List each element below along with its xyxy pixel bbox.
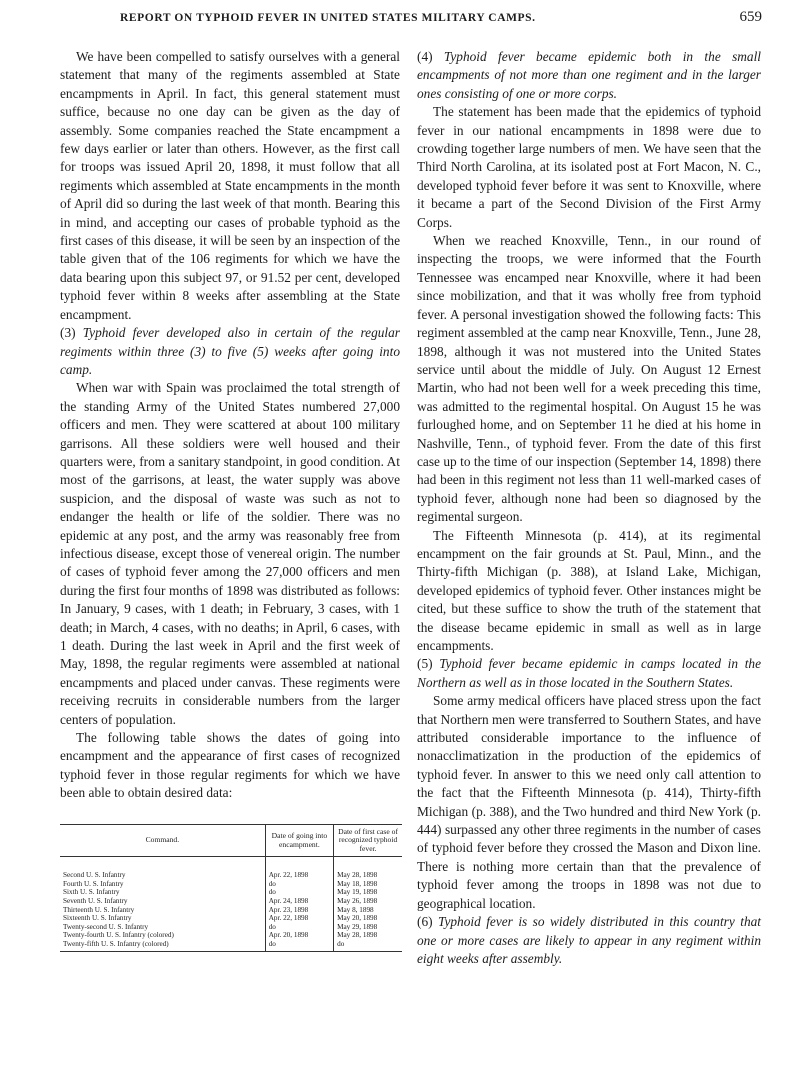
cell-first-case: May 20, 1898 [334,914,402,923]
heading-text: Typhoid fever is so widely distributed in this country that one or more cases are likely to appear in any regiment within eight weeks after assembly. [417,914,761,966]
cell-encampment: do [265,880,333,889]
heading-number: (4) [417,49,433,64]
right-column [417,48,761,968]
paragraph: When war with Spain was proclaimed the total strength of the standing Army of the United States numbered 27,000 officers and men. They were scattered at about 100 military garrisons. All these soldiers were well housed and their quarters were, from a sanitary standpoint, in good condition. At most of the garrisons, at least, the water supply was above suspicion, and the disposal of waste was such as not to endanger the health or life of the soldier. There was no epidemic at any post, and the army was reasonably free from infectious disease, except those of venereal origin. The number of cases of typhoid fever among the 27,000 officers and men during the first four months of 1898 was distributed as follows: In January, 9 cases, with 1 death; in February, 3 cases, with 1 death; in March, 4 cases, with no deaths; in April, 6 cases, with 1 death. During the last week in April and the first week of May, 1898, the regular regiments were assembled at national encampments and placed under canvas. These regiments were receiving recruits in considerable numbers from the larger centers of population. [60,380,400,727]
section-heading-4 [417,48,761,103]
cell-command: Twenty-fourth U. S. Infantry (colored) [63,931,174,940]
cell-encampment: do [265,888,333,897]
heading-text: Typhoid fever developed also in certain of the regular regiments within three (3) to five (5) weeks after going into camp. [60,325,401,377]
heading-number: (6) [417,914,433,930]
header-encampment-date: Date of going into encampment. [265,825,333,857]
cell-command: Twenty-fifth U. S. Infantry (colored) [60,940,265,951]
cell-encampment: Apr. 20, 1898 [265,931,333,940]
table-row [60,940,402,951]
cell-command: Sixteenth U. S. Infantry [63,914,132,923]
table-row [60,888,402,897]
cell-first-case: May 18, 1898 [334,880,402,889]
table-row [60,914,402,923]
cell-first-case: May 8, 1898 [334,906,402,915]
cell-command: Sixth U. S. Infantry [63,888,120,897]
cell-command: Fourth U. S. Infantry [63,879,124,888]
paragraph: We have been compelled to satisfy ourselves with a general statement that many of the regiments assembled at State encampments in April. In fact, this general statement must suffice, because no one day can be given as the day of assembly. Some companies reached the State encampment a few days earlier or later than others. However, as the first call for troops was issued April 20, 1898, it must follow that all regiments which assembled at State encampments in the month of April did so during the last week of that month. Bearing this in mind, and accepting our cases of probable typhoid as the first cases of this disease, it will be seen by an inspection of the table given that of the 106 regiments for which we have the data bearing upon this subject 97, or 91.52 per cent, developed typhoid fever within 8 weeks after assembling at the State encampment. [60,49,400,322]
heading-text: Typhoid fever became epidemic both in the small encampments of not more than one regiment and in the larger ones consisting of one or more corps. [417,49,762,101]
cell-first-case: May 28, 1898 [334,871,402,880]
left-column [60,48,400,803]
header-first-case-date: Date of first case of recognized typhoid fever. [334,825,402,857]
running-title: REPORT ON TYPHOID FEVER IN UNITED STATES MILITARY CAMPS. [120,12,536,24]
cell-command: Thirteenth U. S. Infantry [63,905,135,914]
cell-first-case: May 26, 1898 [334,897,402,906]
table-row [60,880,402,889]
heading-text: Typhoid fever became epidemic in camps located in the Northern as well as in those located in the Southern States. [417,656,761,690]
section-heading-3 [60,324,400,379]
cell-first-case: May 19, 1898 [334,888,402,897]
paragraph: The statement has been made that the epidemics of typhoid fever in our national encampments in 1898 were due to crowding together large numbers of men. We have seen that the Third North Carolina, at its isolated post at Fort Macon, N. C., developed typhoid fever before it was sent to Knoxville, where it became a part of the Second Division of the First Army Corps. [417,104,761,230]
cell-command: Twenty-second U. S. Infantry [63,922,149,931]
paragraph: The Fifteenth Minnesota (p. 414), at its regimental encampment on the fair grounds at St. Paul, Minn., and the Thirty-fifth Michigan (p. 388), at Island Lake, Michigan, developed epidemics of typhoid fever. Other instances might be cited, but these suffice to show the truth of the statement that the disease became epidemic in small as well as in large encampments. [417,527,761,653]
cell-command: Seventh U. S. Infantry [63,897,128,905]
page-number: 659 [739,9,762,25]
table-row [60,897,402,906]
cell-encampment: Apr. 23, 1898 [265,906,333,915]
paragraph: When we reached Knoxville, Tenn., in our round of inspecting the troops, we were informed that the Fourth Tennessee was encamped near Knoxville, where it had been since mobilization, and that it was wholly free from typhoid fever. A personal investigation showed the following facts: This regiment assembled at the camp near Knoxville, Tenn., June 28, 1898, although it was not mustered into the United States service until about the middle of July. On August 12 Ernest Martin, who had not been well for a week preceding this time, was admitted to the regimental hospital. On August 15 he was furloughed home, and on September 11 he died at his home in Nashville, Tenn., of typhoid fever. From the date of this first case up to the time of our inspection (September 14, 1898) there had been in this regiment not less than 11 well-marked cases of typhoid fever, although none had been so diagnosed by the regimental surgeon. [417,233,761,525]
header-command: Command. [60,825,265,857]
cell-encampment: do [265,923,333,932]
cell-encampment: Apr. 22, 1898 [265,871,333,880]
cell-first-case: May 28, 1898 [334,931,402,940]
table-row [60,931,402,940]
paragraph: The following table shows the dates of going into encampment and the appearance of first cases of recognized typhoid fever in those regular regiments for which we have been able to obtain desired data: [60,730,400,801]
regiments-table [60,824,402,952]
cell-first-case: May 29, 1898 [334,923,402,932]
cell-command: Second U. S. Infantry [63,871,126,880]
heading-number: (3) [60,325,76,341]
section-heading-5 [417,655,761,692]
running-header [72,9,762,30]
table-row [60,923,402,932]
table-row [60,906,402,915]
heading-number: (5) [417,656,433,672]
cell-first-case: do [334,940,402,951]
cell-encampment: Apr. 22, 1898 [265,914,333,923]
section-heading-6 [417,913,761,968]
table-row [60,871,402,880]
cell-encampment: do [265,940,333,951]
paragraph: Some army medical officers have placed stress upon the fact that Northern men were transferred to Southern States, and have attributed considerable importance to the influence of nonacclimatization in the production of the epidemics of typhoid fever. In answer to this we need only call attention to the fact that the Fifteenth Minnesota (p. 414), Thirty-fifth Michigan (p. 388), and the Two hundred and third New York (p. 444) surpassed any other three regiments in the number of cases of typhoid fever before they crossed the Mason and Dixon line. There is nothing more certain than that the prevalence of typhoid fever among the troops in 1898 was not due to geographical location. [417,693,761,911]
cell-encampment: Apr. 24, 1898 [265,897,333,906]
